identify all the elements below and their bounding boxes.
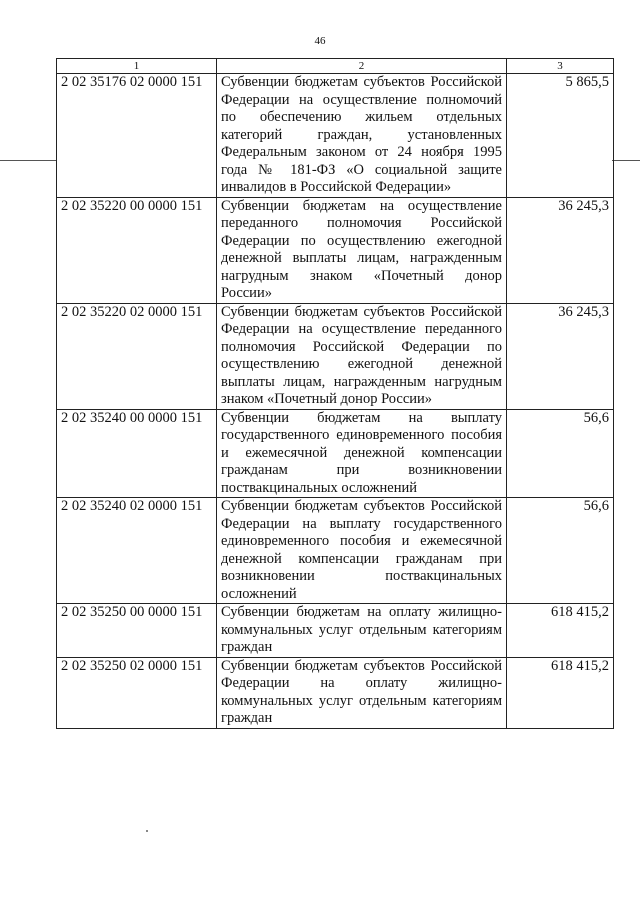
revenue-name: Субвенции бюджетам на выплату государственного единовременного пособия и ежемесячной денежной компенсации гражданам при возникновении поствакцинальных осложнений [217,409,507,498]
budget-code: 2 02 35220 00 0000 151 [57,197,217,303]
table-row [57,303,614,409]
revenue-name: Субвенции бюджетам субъектов Российской Федерации на осуществление полномочий по обеспечению жильем отдельных категорий граждан, установленных Федеральным законом от 24 ноября 1995 года № 181-ФЗ «О социальной защите инвалидов в Российской Федерации» [217,74,507,198]
column-header-name: 2 [217,59,507,74]
revenue-name: Субвенции бюджетам субъектов Российской Федерации на выплату государственного единовременного пособия и ежемесячной денежной компенсации гражданам при возникновении поствакцинальных осложнений [217,498,507,604]
budget-code: 2 02 35176 02 0000 151 [57,74,217,198]
amount-value: 5 865,5 [507,74,614,198]
amount-value: 618 415,2 [507,657,614,728]
scan-artifact-dot [146,830,148,832]
amount-value: 36 245,3 [507,197,614,303]
amount-value: 618 415,2 [507,604,614,658]
column-header-code: 1 [57,59,217,74]
page-number: 46 [314,35,326,47]
revenue-name: Субвенции бюджетам субъектов Российской Федерации на оплату жилищно-коммунальных услуг отдельным категориям граждан [217,657,507,728]
budget-code: 2 02 35240 00 0000 151 [57,409,217,498]
amount-value: 56,6 [507,498,614,604]
scan-artifact-line [612,160,640,161]
table-row [57,657,614,728]
budget-code: 2 02 35250 00 0000 151 [57,604,217,658]
column-header-amount: 3 [507,59,614,74]
amount-value: 36 245,3 [507,303,614,409]
budget-table [56,58,614,729]
budget-code: 2 02 35220 02 0000 151 [57,303,217,409]
budget-code: 2 02 35240 02 0000 151 [57,498,217,604]
revenue-name: Субвенции бюджетам субъектов Российской Федерации на осуществление переданного полномочия Российской Федерации по осуществлению ежегодной денежной выплаты лицам, награжденным нагрудным знаком «Почетный донор России» [217,303,507,409]
revenue-name: Субвенции бюджетам на оплату жилищно-коммунальных услуг отдельным категориям граждан [217,604,507,658]
revenue-name: Субвенции бюджетам на осуществление переданного полномочия Российской Федерации по осуществлению ежегодной денежной выплаты лицам, награжденным нагрудным знаком «Почетный донор России» [217,197,507,303]
table-row [57,197,614,303]
table-row [57,604,614,658]
table-header-row [57,59,614,74]
scan-artifact-line [0,160,56,161]
amount-value: 56,6 [507,409,614,498]
table-row [57,74,614,198]
table-row [57,409,614,498]
budget-code: 2 02 35250 02 0000 151 [57,657,217,728]
table-row [57,498,614,604]
